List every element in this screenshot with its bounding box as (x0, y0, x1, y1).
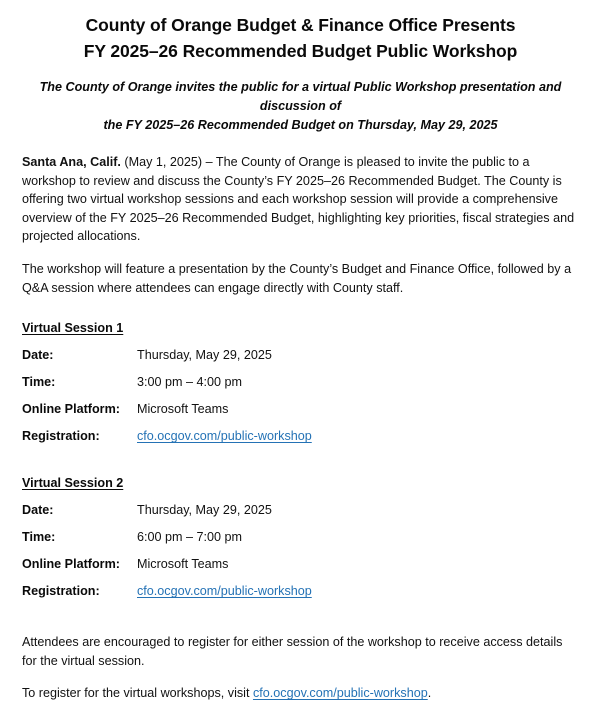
session-1-time-label: Time: (22, 375, 56, 390)
closing-paragraph-2-suffix: . (427, 686, 432, 701)
session-1-platform-value: Microsoft Teams (137, 402, 229, 417)
page-title (22, 12, 579, 64)
closing-paragraph-1: Attendees are encouraged to register for either session of the workshop to receive access details for the virtual session. (22, 635, 563, 668)
closing-section (22, 633, 579, 703)
session-1-registration-link[interactable]: cfo.ocgov.com/public-workshop (137, 429, 312, 444)
session-1-registration-label: Registration: (22, 429, 100, 444)
session-2-row-time (22, 529, 579, 545)
closing-paragraph-2 (22, 684, 578, 703)
session-1-heading: Virtual Session 1 (22, 321, 124, 336)
body-paragraph-1 (22, 153, 578, 246)
session-1-row-date (22, 347, 579, 363)
session-1-time-value: 3:00 pm – 4:00 pm (137, 375, 243, 390)
session-block-1 (22, 319, 579, 444)
session-2-row-platform (22, 556, 579, 572)
session-2-row-date (22, 502, 579, 518)
session-1-row-registration (22, 428, 579, 444)
session-2-time-label: Time: (22, 530, 56, 545)
subtitle-deck (22, 78, 579, 135)
session-2-rows (22, 502, 579, 599)
session-1-row-platform (22, 401, 579, 417)
deck-line-1: The County of Orange invites the public for a virtual Public Workshop presentation and discussion of (39, 80, 562, 113)
headline-line-1: County of Orange Budget & Finance Office Presents (85, 15, 516, 35)
session-2-platform-value: Microsoft Teams (137, 557, 229, 572)
session-2-time-value: 6:00 pm – 7:00 pm (137, 530, 243, 545)
session-2-row-registration (22, 583, 579, 599)
body-paragraph-1-text: (May 1, 2025) – The County of Orange is pleased to invite the public to a workshop to review and discuss the County’s FY 2025–26 Recommended Budget. The County is offering two virtual workshop sessions and each workshop session will provide a comprehensive overview of the FY 2025–26 Recommended Budget, highlighting key priorities, fiscal strategies and projected allocations. (22, 155, 575, 244)
session-1-platform-label: Online Platform: (22, 402, 120, 417)
session-1-row-time (22, 374, 579, 390)
session-1-date-value: Thursday, May 29, 2025 (137, 348, 272, 363)
session-2-date-value: Thursday, May 29, 2025 (137, 503, 272, 518)
closing-paragraph-2-prefix: To register for the virtual workshops, visit (22, 686, 253, 701)
session-1-rows (22, 347, 579, 444)
dateline-lead: Santa Ana, Calif. (22, 155, 121, 169)
session-block-2 (22, 474, 579, 599)
body-paragraph-2: The workshop will feature a presentation by the County’s Budget and Finance Office, followed by a Q&A session where attendees can engage directly with County staff. (22, 261, 572, 295)
session-2-heading: Virtual Session 2 (22, 476, 124, 491)
headline-line-2: FY 2025–26 Recommended Budget Public Workshop (83, 41, 518, 61)
session-1-date-label: Date: (22, 348, 54, 363)
session-2-platform-label: Online Platform: (22, 557, 120, 572)
session-2-registration-link[interactable]: cfo.ocgov.com/public-workshop (137, 584, 312, 599)
session-2-date-label: Date: (22, 503, 54, 518)
deck-line-2: the FY 2025–26 Recommended Budget on Thursday, May 29, 2025 (103, 118, 498, 132)
session-2-registration-label: Registration: (22, 584, 100, 599)
closing-registration-link[interactable]: cfo.ocgov.com/public-workshop (252, 686, 428, 701)
